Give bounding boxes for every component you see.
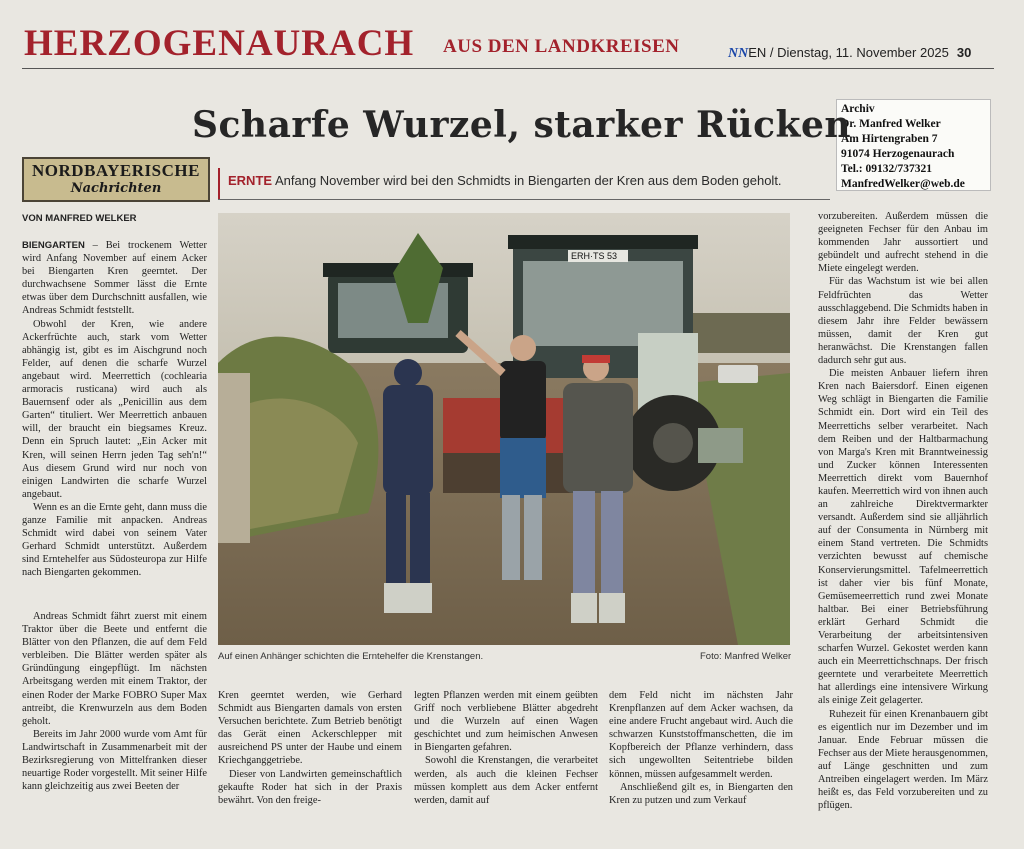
article-column-1 [22, 239, 207, 579]
stamp-line: Tel.: 09132/737321 [841, 163, 932, 175]
article-subtitle [218, 168, 782, 200]
harvest-photo-illustration [218, 213, 790, 645]
paragraph: Bereits im Jahr 2000 wurde vom Amt für Landwirtschaft in Zusammenarbeit mit der Bezirksregierung von Mittelfranken dieser neuartige Roder vorgestellt. Mit seiner Hilfe kann gleichzeitig aus zwei Beeten der [22, 728, 207, 793]
stamp-line: Am Hirtengraben 7 [841, 133, 938, 145]
paragraph: dem Feld nicht im nächsten Jahr Krenpflanzen auf dem Acker wachsen, da eine andere Frucht angebaut wird. Auch die schwarzen Kunststoffmanschetten, die im Kopfbereich der Pflanze verhindern, dass sich ungewollten Seitentriebe bilden können, müssen aufgesammelt werden. [609, 690, 793, 780]
paragraph: Ruhezeit für einen Krenanbauern gibt es eigentlich nur im Dezember und im Januar. Ende Februar müssen die Fechser aus der Miete herausgenommen, auf Länge geschnitten und zum Antreiben eingelagert werden. Im März heißt es, das Feld vorzubereiten und zu pflügen. [818, 708, 988, 812]
edition-line [728, 45, 971, 62]
page-number: 30 [956, 45, 972, 60]
logo-line-2: Nachrichten [70, 181, 162, 196]
paragraph: Obwohl der Kren, wie andere Ackerfrüchte auch, stark vom Wetter abhängig ist, gibt es im Aischgrund noch Felder, auf denen die scharfe Wurzel angebaut wird. Meerrettich (cochlearia armoracis rusticana) wird auch als Bauernsenf oder als „Penicillin aus dem Garten“ tituliert. Wer Meerrettich anbauen will, der braucht ein biegsames Kreuz. Denn ein Spruch lautet: „Ein Acker mit Kren, will seinen Herrn jeden Tag seh'n!“ Aus diesem Grund wird nur noch von einigen Landwirten die scharfe Wurzel angebaut. [22, 318, 207, 500]
section-city-heading: HERZOGENAURACH [24, 23, 415, 64]
stamp-line: ManfredWelker@web.de [841, 178, 965, 190]
dateline: BIENGARTEN [22, 240, 85, 251]
stamp-line: 91074 Herzogenaurach [841, 148, 955, 160]
archive-stamp [836, 99, 991, 191]
subtitle-text: Anfang November wird bei den Schmidts in Biengarten der Kren aus dem Boden geholt. [274, 173, 782, 188]
paragraph: Andreas Schmidt fährt zuerst mit einem Traktor über die Beete und entfernt die Blätter von den Pflanzen, die auf dem Feld verbleiben. Die Blätter werden später als Gründüngung eingepflügt. Im nächsten Arbeitsgang werden mit einem Traktor, der einen Roder der Marke FOBRO Super Max antreibt, die Krenwurzeln aus dem Boden geholt. [22, 611, 207, 727]
nordbayerische-nachrichten-logo [22, 157, 210, 202]
stamp-line: Dr. Manfred Welker [841, 118, 941, 130]
logo-line-1: NORDBAYERISCHE [32, 161, 200, 180]
paragraph: Die meisten Anbauer liefern ihren Kren nach Baiersdorf. Einen eigenen Weg schlägt in Biengarten die Familie Schmidt ein. Dort wird ein Teil des Meerrettichs selber verarbeitet. Nach dem Reiben und der Haltbarmachung von Marga's Kren mit Branntweinessig und Zucker können Interessenten Meerrettich direkt vom Bauernhof kaufen. Meerrettich wird von ihnen auch an zahlreiche Direktvermarkter versandt. Außerdem sind sie alljährlich auf der Consumenta in Nürnberg mit einem Stand vertreten. Die Schmidts verzichten bewusst auf chemische Konservierungsmittel. Tafelmeerrettich ist daher vier bis fünf Monate, Gemüsemeerrettich rund zwei Monate haltbar. Bei einer Betriebsführung erklärt Gerhard Schmidt die Verarbeitung der arbeitsintensiven scharfen Wurzel. Gekostet werden kann auch ein Meerrettichschnaps. Der frisch geerntete und verarbeitete Meerrettich hat allerdings eine intensivere Wirkung als einige Zeit gelagerter. [818, 368, 988, 707]
paper-logo-icon: NN [728, 46, 749, 61]
paragraph: vorzubereiten. Außerdem müssen die geeigneten Fechser für den Anbau im kommenden Jahr aussortiert und gebündelt und aufrecht stehend in die Miete eingelegt werden. [818, 211, 988, 275]
paragraph [22, 239, 207, 318]
section-subheading: AUS DEN LANDKREISEN [443, 36, 680, 57]
harvest-photo [218, 213, 790, 645]
kicker: ERNTE [228, 173, 273, 188]
paragraph-text: – Bei trockenem Wetter wird Anfang November auf einem Acker bei Biengarten Kren geerntet. Der durchwachsene Sommer lässt die Ernte etwas über dem Durchschnitt ausfallen, wie Andreas Schmidt feststellt. [22, 240, 207, 317]
paragraph: legten Pflanzen werden mit einem geübten Griff noch verbliebene Blätter abgedreht und die Wurzeln auf einen Wagen geschichtet und zum heimischen Anwesen in Biengarten gefahren. [414, 690, 598, 754]
paragraph: Kren geerntet werden, wie Gerhard Schmidt aus Biengarten damals von ersten Versuchen berichtete. Zum Betrieb benötigt das Gerät einen Ackerschlepper mit ausreichend PS unter der Haube und einem Kriechganggetriebe. [218, 690, 402, 767]
paragraph: Anschließend gilt es, in Biengarten den Kren zu putzen und zum Verkauf [609, 781, 793, 806]
paragraph: Wenn es an die Ernte geht, dann muss die ganze Familie mit anpacken. Andreas Schmidt wird dabei von seinem Vater Gerhard Schmidt unterstützt. Außerdem sind Erntehelfer aus Südosteuropa zur Hilfe nach Biengarten gekommen. [22, 501, 207, 579]
tractor-plate: ERH·TS 53 [571, 251, 618, 261]
photo-caption: Auf einen Anhänger schichten die Erntehelfer die Krenstangen. [218, 651, 484, 662]
paragraph: Für das Wachstum ist wie bei allen Feldfrüchten das Wetter ausschlaggebend. Die Schmidts haben in diesem Jahr ihre Felder bewässern müssen, damit der Kren gut heranwächst. Die Krenstangen fallen dadurch sehr gut aus. [818, 276, 988, 367]
paragraph: Sowohl die Krenstangen, die verarbeitet werden, als auch die kleinen Fechser müssen komplett aus dem Acker entfernt werden, damit auf [414, 755, 598, 806]
article-column-1-lower [22, 610, 207, 793]
edition-date: EN / Dienstag, 11. November 2025 [748, 45, 949, 60]
paragraph: Dieser von Landwirten gemeinschaftlich gekaufte Roder hat sich in der Praxis bewährt. Von den freige- [218, 768, 402, 806]
byline: VON MANFRED WELKER [22, 213, 137, 224]
article-column-2 [218, 689, 402, 807]
stamp-line: Archiv [841, 103, 875, 115]
article-title: Scharfe Wurzel, starker Rücken [192, 104, 852, 146]
subtitle-divider [218, 199, 830, 200]
article-column-4 [609, 689, 793, 807]
photo-credit: Foto: Manfred Welker [700, 651, 792, 662]
article-column-3 [414, 689, 598, 807]
article-column-6 [818, 210, 988, 812]
header-divider [22, 68, 994, 69]
